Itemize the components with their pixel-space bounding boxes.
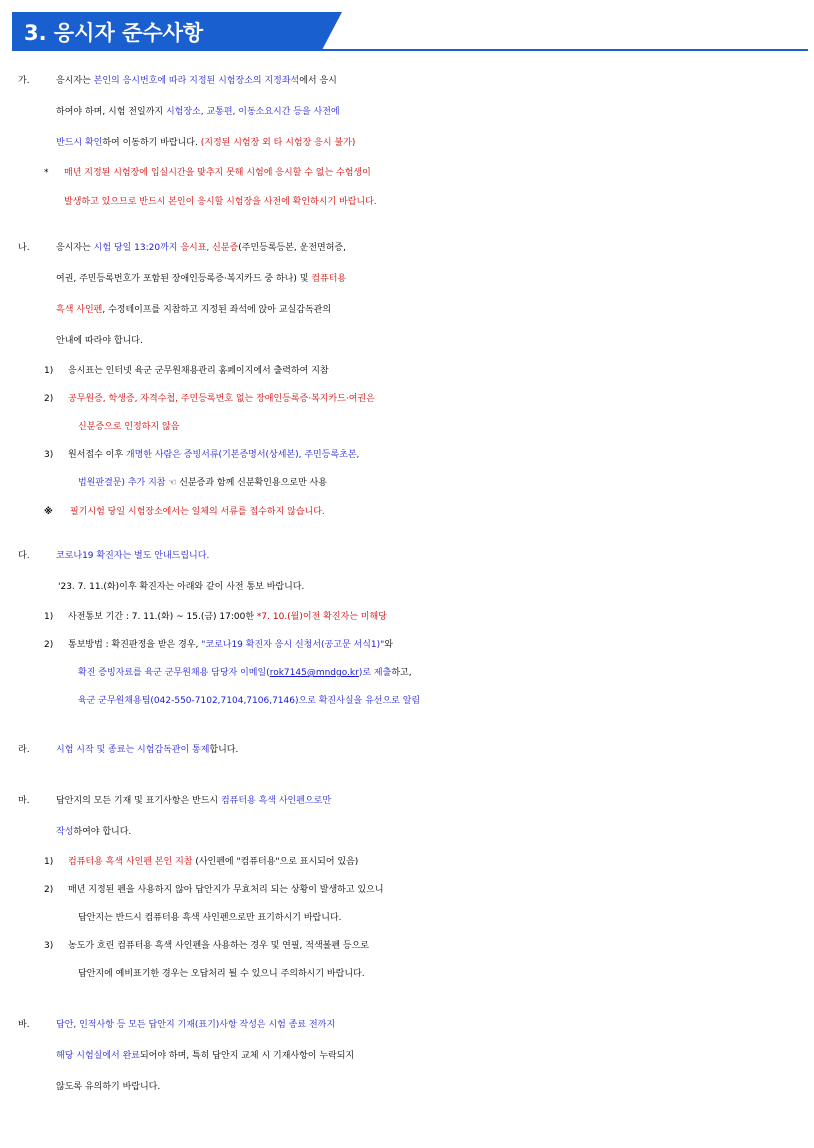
text: 응시표는 인터넷 육군 군무원채용관리 홈페이지에서 출력하여 지참 [68, 366, 329, 376]
text-highlight: 작성 [56, 827, 74, 837]
section-na-item-3-cont [18, 469, 814, 497]
text: (주민등록등본, 운전면허증, [238, 243, 346, 253]
section-ma-item-3-cont [18, 960, 814, 988]
section-ga [18, 66, 814, 217]
text: 답안지의 모든 기재 및 표기사항은 반드시 [56, 796, 221, 806]
section-na-item-2 [18, 385, 814, 413]
text-warning: 신분증으로 인정하지 않음 [78, 422, 180, 432]
page-title: 3. 응시자 준수사항 [24, 21, 204, 45]
section-na-warning [18, 497, 814, 527]
note-marker: * [44, 168, 49, 178]
section-ma-item-3 [18, 932, 814, 960]
section-label: 마. [18, 796, 30, 806]
text-warning: 공무원증, 학생증, 자격수첩, 주민등록번호 없는 장애인등록증·복지카드·여권은 [68, 394, 375, 404]
text-highlight: 시험 당일 13:20까지 [93, 243, 178, 253]
text: 답안지에 예비표기한 경우는 오답처리 될 수 있으니 주의하시기 바랍니다. [78, 969, 365, 979]
text-highlight: 확진 증빙자료를 육군 군무원채용 담당자 이메일( [78, 668, 270, 678]
item-number: 2) [44, 640, 54, 650]
text-warning: 컴퓨터용 흑색 사인펜 본인 지참 [68, 857, 193, 867]
text-highlight: 법원판결문) 추가 지참 [78, 478, 166, 488]
item-number: 2) [44, 394, 54, 404]
text-warning: 흑색 사인펜 [56, 305, 103, 315]
text: 원서접수 이후 [68, 450, 126, 460]
text-highlight: 코로나19 확진자는 별도 안내드립니다. [56, 551, 210, 561]
section-na-line-3 [18, 295, 814, 326]
section-header [12, 12, 808, 52]
text: 에서 응시 [299, 76, 337, 86]
text-warning: 발생하고 있으므로 반드시 본인이 응시할 시험장을 사전에 확인하시기 바랍니다. [64, 197, 377, 207]
text-highlight: 본인의 응시번호에 따라 지정된 시험장소의 지정좌석 [93, 76, 300, 86]
text-highlight: 해당 시험실에서 완료 [56, 1051, 140, 1061]
text: , 수정테이프를 지참하고 지정된 좌석에 앉아 교실감독관의 [102, 305, 332, 315]
section-ma-line-2 [18, 817, 814, 848]
section-na-item-3 [18, 441, 814, 469]
section-ra [18, 735, 814, 766]
section-ma [18, 786, 814, 988]
text: 하여야 합니다. [73, 827, 132, 837]
section-ga-note-2 [18, 188, 814, 217]
section-na-item-1 [18, 357, 814, 385]
section-ma-item-1 [18, 848, 814, 876]
section-ba-line-3 [18, 1072, 814, 1103]
section-na-line-2 [18, 264, 814, 295]
section-ga-line-2 [18, 97, 814, 128]
text-highlight: 시험 시작 및 종료는 시험감독관이 통제 [56, 745, 210, 755]
email-link[interactable]: rok7145@mndgo.kr [269, 668, 359, 678]
text: 하여야 하며, 시험 전일까지 [56, 107, 166, 117]
section-label: 가. [18, 76, 30, 86]
header-banner-slant [322, 12, 342, 50]
text: 사전통보 기간 : 7. 11.(화) ~ 15.(금) 17:00한 [68, 612, 257, 622]
text-highlight: 육군 군무원채용팀(042-550-7102,7104,7106,7146)으로 확진사실을 유선으로 알림 [78, 696, 421, 706]
text-warning: 응시표, 신분증 [180, 243, 239, 253]
text: 통보방법 : 확진판정을 받은 경우, [68, 640, 202, 650]
section-da-item-1 [18, 603, 814, 631]
text-highlight: )로 제출 [358, 668, 392, 678]
text-warning: 필기시험 당일 시험장소에서는 일체의 서류를 접수하지 않습니다. [70, 507, 325, 517]
section-da [18, 541, 814, 715]
section-na-item-2-cont [18, 413, 814, 441]
section-da-line-1 [18, 541, 814, 572]
text-highlight: 시험장소, 교통편, 이동소요시간 등을 사전에 [165, 107, 340, 117]
section-na-line-1 [18, 233, 814, 264]
text: 응시자는 [56, 243, 94, 253]
section-label: 다. [18, 551, 30, 561]
text: 여권, 주민등록번호가 포함된 장애인등록증·복지카드 중 하나) 및 [56, 274, 312, 284]
section-label: 라. [18, 745, 30, 755]
section-label: 나. [18, 243, 30, 253]
text-highlight: "코로나19 확진자 응시 신청서(공고문 서식1)" [201, 640, 385, 650]
text: (사인펜에 "컴퓨터용"으로 표시되어 있음) [192, 857, 359, 867]
text: 안내에 따라야 합니다. [56, 336, 143, 346]
text-warning: *7. 10.(월)이전 확진자는 미해당 [256, 612, 387, 622]
text: 하고, [391, 668, 412, 678]
item-number: 2) [44, 885, 54, 895]
instructions-body [0, 66, 814, 1103]
section-ga-line-3 [18, 128, 814, 159]
section-da-item-2 [18, 631, 814, 659]
section-da-line-2 [18, 572, 814, 603]
text: 하여 이동하기 바랍니다. [102, 138, 201, 148]
section-da-item-2-cont2 [18, 687, 814, 715]
text: ☜ 신분증과 함께 신분확인용으로만 사용 [165, 478, 327, 488]
section-ba-line-1 [18, 1010, 814, 1041]
text-warning: 컴퓨터용 [311, 274, 347, 284]
section-ma-item-2-cont [18, 904, 814, 932]
section-ba [18, 1010, 814, 1103]
section-na [18, 233, 814, 527]
item-number: 1) [44, 366, 54, 376]
item-number: 3) [44, 941, 54, 951]
section-ra-line-1 [18, 735, 814, 766]
section-ba-line-2 [18, 1041, 814, 1072]
text-warning: 매년 지정된 시험장에 입실시간을 맞추지 못해 시험에 응시할 수 없는 수험생이 [64, 168, 371, 178]
item-number: 3) [44, 450, 54, 460]
section-ga-note-1 [18, 159, 814, 188]
text: 답안지는 반드시 컴퓨터용 흑색 사인펜으로만 표기하시기 바랍니다. [78, 913, 342, 923]
text: 매년 지정된 펜을 사용하지 않아 답안지가 무효처리 되는 상황이 발생하고 있으니 [68, 885, 384, 895]
item-number: 1) [44, 612, 54, 622]
section-na-line-4 [18, 326, 814, 357]
text-highlight: 반드시 확인 [56, 138, 103, 148]
item-number: 1) [44, 857, 54, 867]
reference-mark: ※ [44, 507, 53, 517]
section-da-item-2-cont [18, 659, 814, 687]
text: 응시자는 [56, 76, 94, 86]
section-ma-item-2 [18, 876, 814, 904]
section-label: 바. [18, 1020, 30, 1030]
text-highlight: 개명한 사람은 증빙서류(기본증명서(상세본), 주민등록초본, [125, 450, 360, 460]
text: 않도록 유의하기 바랍니다. [56, 1082, 161, 1092]
text-warning: (지정된 시험장 외 타 시험장 응시 불가) [200, 138, 356, 148]
header-underline [12, 49, 808, 51]
section-ma-line-1 [18, 786, 814, 817]
text: '23. 7. 11.(화)이후 확진자는 아래와 같이 사전 통보 바랍니다. [58, 582, 305, 592]
text: 농도가 흐린 컴퓨터용 흑색 사인펜을 사용하는 경우 및 연필, 적색볼펜 등으로 [68, 941, 369, 951]
text: 와 [384, 640, 393, 650]
text-highlight: 답안, 인적사항 등 모든 답안지 기재(표기)사항 작성은 시험 종료 전까지 [56, 1020, 336, 1030]
text: 되어야 하며, 특히 답안지 교체 시 기재사항이 누락되지 [139, 1051, 355, 1061]
text-highlight: 컴퓨터용 흑색 사인펜으로만 [220, 796, 332, 806]
text: 합니다. [209, 745, 239, 755]
section-ga-line-1 [18, 66, 814, 97]
